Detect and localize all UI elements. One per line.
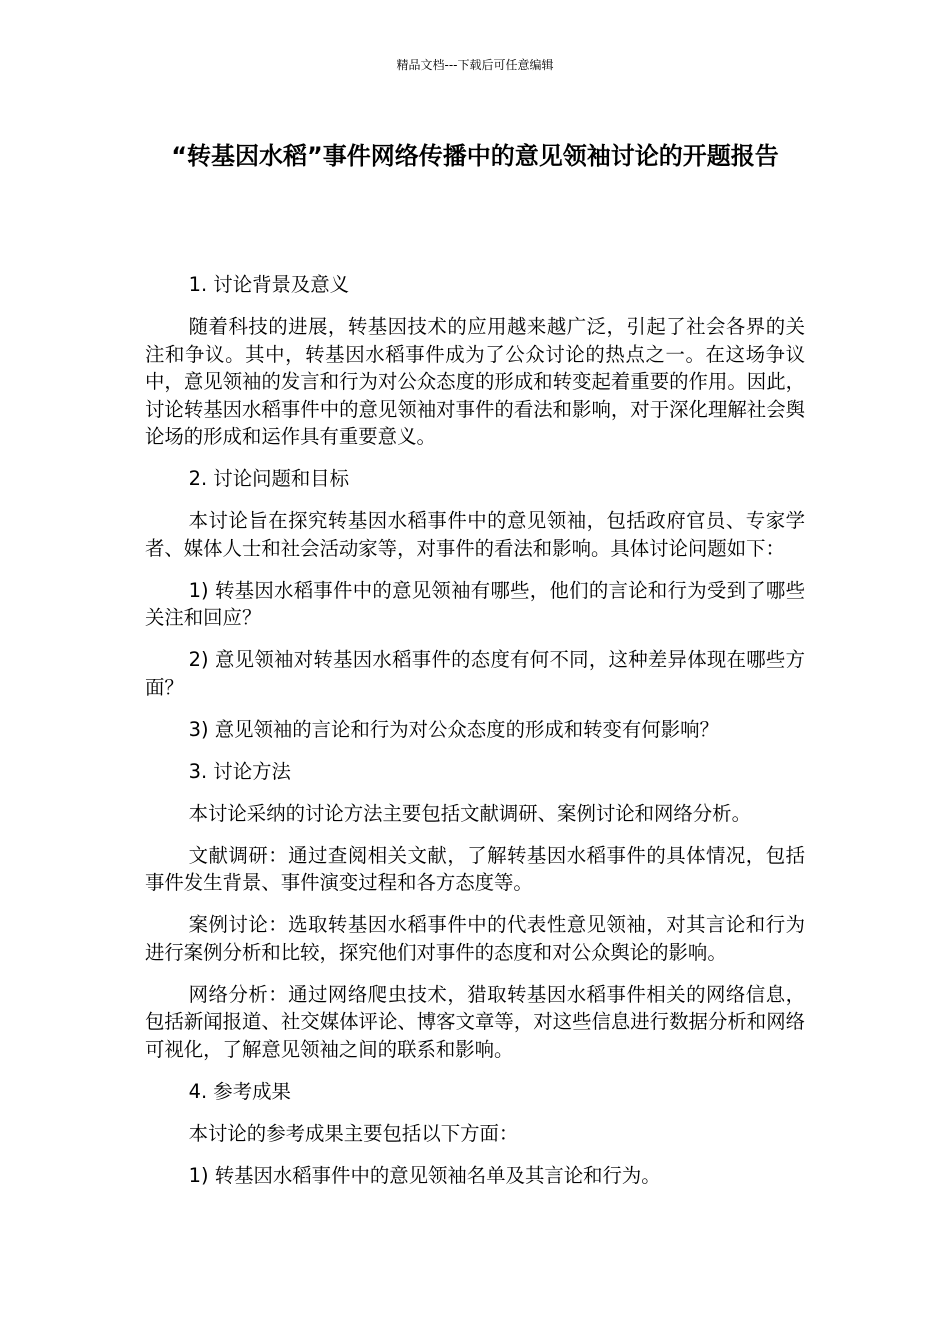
question-item-1: 1) 转基因水稻事件中的意见领袖有哪些，他们的言论和行为受到了哪些关注和回应？: [145, 578, 805, 629]
document-body: [145, 271, 805, 1204]
section-heading-questions: 2. 讨论问题和目标: [188, 467, 350, 490]
document-title: “转基因水稻”事件网络传播中的意见领袖讨论的开题报告: [171, 142, 779, 170]
paragraph-questions-intro: 本讨论旨在探究转基因水稻事件中的意见领袖，包括政府官员、专家学者、媒体人士和社会活动家等，对事件的看法和影响。具体讨论问题如下：: [145, 509, 805, 560]
paragraph-method-network: 网络分析：通过网络爬虫技术，猎取转基因水稻事件相关的网络信息，包括新闻报道、社交媒体评论、博客文章等，对这些信息进行数据分析和网络可视化，了解意见领袖之间的联系和影响。: [145, 982, 805, 1061]
section-heading-results: 4. 参考成果: [188, 1079, 291, 1103]
paragraph-methods-intro: 本讨论采纳的讨论方法主要包括文献调研、案例讨论和网络分析。: [188, 801, 751, 825]
paragraph-method-case: 案例讨论：选取转基因水稻事件中的代表性意见领袖，对其言论和行为进行案例分析和比较，探究他们对事件的态度和对公众舆论的影响。: [145, 913, 805, 964]
question-item-3: 3) 意见领袖的言论和行为对公众态度的形成和转变有何影响？: [188, 717, 719, 741]
paragraph-method-literature: 文献调研：通过查阅相关文献，了解转基因水稻事件的具体情况，包括事件发生背景、事件演变过程和各方态度等。: [145, 843, 805, 894]
paragraph-results-intro: 本讨论的参考成果主要包括以下方面：: [188, 1121, 519, 1145]
section-heading-methods: 3. 讨论方法: [188, 759, 291, 783]
paragraph-background: 随着科技的进展，转基因技术的应用越来越广泛，引起了社会各界的关注和争议。其中，转基因水稻事件成为了公众讨论的热点之一。在这场争议中，意见领袖的发言和行为对公众态度的形成和转变起着重要的作用。因此，讨论转基因水稻事件中的意见领袖对事件的看法和影响，对于深化理解社会舆论场的形成和运作具有重要意义。: [145, 315, 805, 448]
question-item-2: 2) 意见领袖对转基因水稻事件的态度有何不同，这种差异体现在哪些方面？: [145, 648, 805, 699]
page-header: 精品文档---下载后可任意编辑: [396, 58, 554, 72]
section-heading-background: 1. 讨论背景及意义: [188, 273, 350, 296]
result-item-1: 1) 转基因水稻事件中的意见领袖名单及其言论和行为。: [188, 1163, 661, 1187]
